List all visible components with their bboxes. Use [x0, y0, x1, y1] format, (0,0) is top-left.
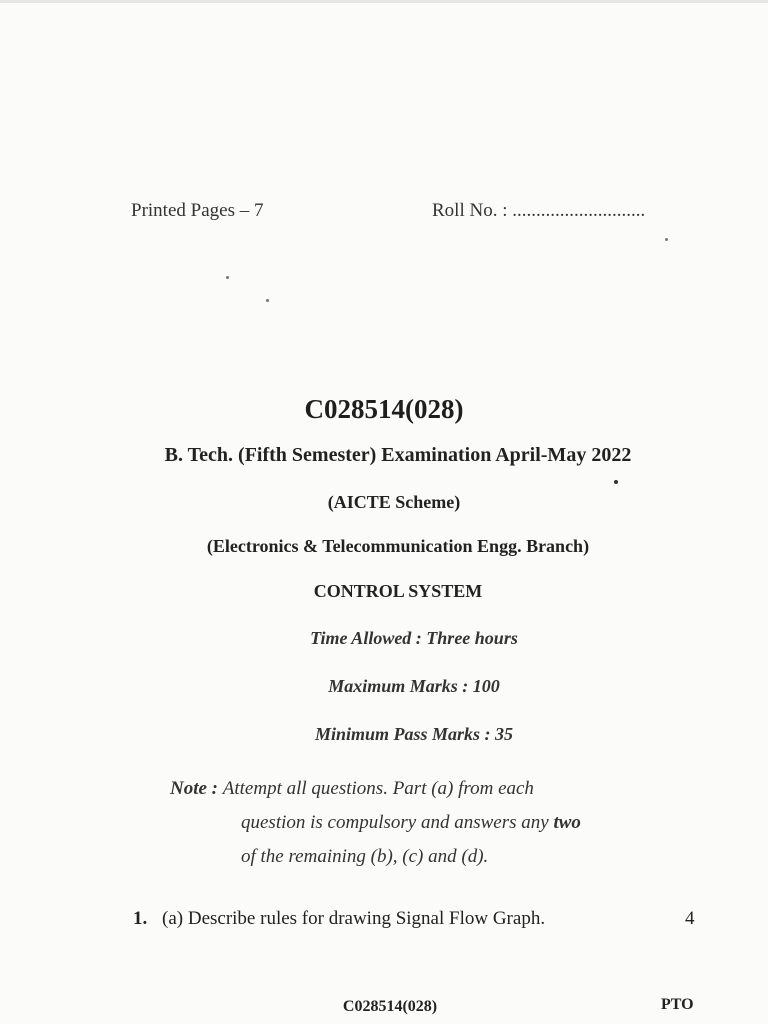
note-line-2 — [170, 806, 670, 840]
exam-title: B. Tech. (Fifth Semester) Examination April-May 2022 — [164, 444, 632, 466]
question-number: 1. — [133, 908, 148, 929]
footer-paper-code: C028514(028) — [342, 998, 438, 1015]
printed-pages: Printed Pages – 7 — [131, 200, 264, 221]
note-text-line-3: of the remaining (b), (c) and (d). — [241, 846, 489, 867]
note-line-1 — [170, 772, 670, 806]
scan-speck — [614, 480, 618, 484]
instructions-note — [170, 772, 670, 874]
question-text: Describe rules for drawing Signal Flow Graph. — [187, 908, 546, 929]
note-text-line-2: question is compulsory and answers any — [241, 812, 549, 833]
note-label: Note : — [170, 778, 219, 799]
paper-code: C028514(028) — [304, 394, 464, 424]
minimum-pass-marks: Minimum Pass Marks : 35 — [314, 724, 514, 744]
branch: (Electronics & Telecommunication Engg. Branch) — [206, 536, 590, 556]
scan-speck — [226, 276, 229, 279]
question-1 — [133, 908, 545, 930]
question-part: (a) — [162, 908, 184, 929]
scan-speck — [665, 238, 668, 241]
time-allowed: Time Allowed : Three hours — [310, 628, 518, 648]
note-line-3 — [170, 840, 670, 874]
page-top-edge — [0, 0, 768, 3]
roll-number-field: Roll No. : ............................ — [432, 200, 646, 221]
footer-pto: PTO — [661, 996, 694, 1013]
note-text-line-1: Attempt all questions. Part (a) from each — [222, 778, 534, 799]
question-marks: 4 — [685, 908, 695, 929]
subject-title: CONTROL SYSTEM — [313, 581, 483, 601]
scheme: (AICTE Scheme) — [327, 492, 461, 512]
scan-speck — [266, 299, 269, 302]
maximum-marks: Maximum Marks : 100 — [328, 676, 500, 696]
note-emphasis: two — [553, 812, 581, 833]
